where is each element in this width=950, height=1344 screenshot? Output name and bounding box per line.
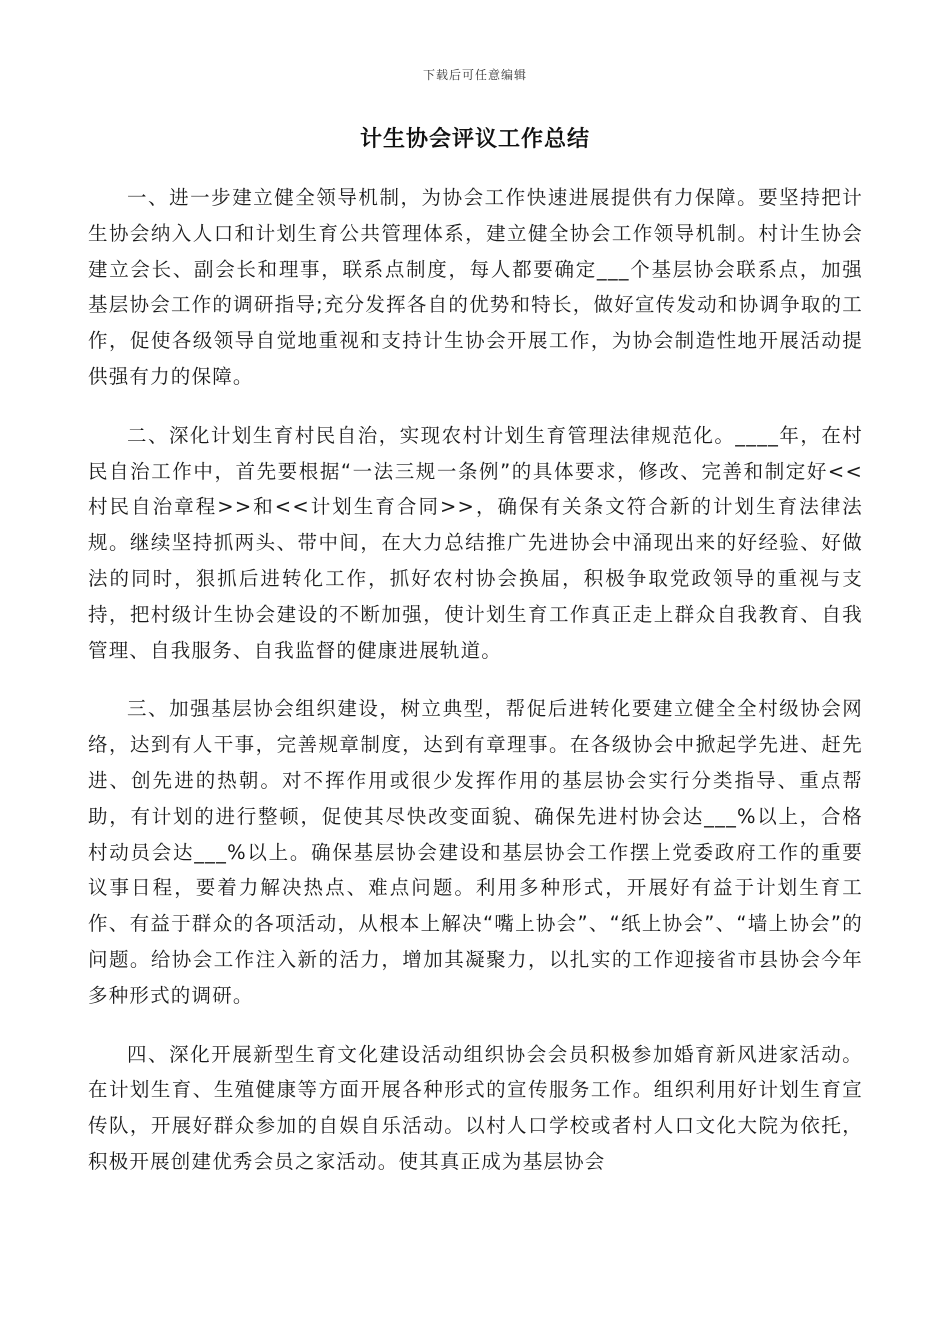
document-body bbox=[88, 180, 863, 1203]
document-title: 计生协会评议工作总结 bbox=[359, 127, 590, 152]
paragraph-2: 二、深化计划生育村民自治，实现农村计划生育管理法律规范化。____年，在村民自治工作中，首先要根据“一法三规一条例”的具体要求，修改、完善和制定好<<村民自治章程>>和<<计划生育合同>>，确保有关条文符合新的计划生育法律法规。继续坚持抓两头、带中间，在大力总结推广先进协会中涌现出来的好经验、好做法的同时，狠抓后进转化工作，抓好农村协会换届，积极争取党政领导的重视与支持，把村级计生协会建设的不断加强，使计划生育工作真正走上群众自我教育、自我管理、自我服务、自我监督的健康进展轨道。 bbox=[88, 423, 863, 662]
paragraph-3: 三、加强基层协会组织建设，树立典型，帮促后进转化要建立健全全村级协会网络，达到有人干事，完善规章制度，达到有章理事。在各级协会中掀起学先进、赶先进、创先进的热朝。对不挥作用或很少发挥作用的基层协会实行分类指导、重点帮助，有计划的进行整顿，促使其尽快改变面貌、确保先进村协会达___%以上，合格村动员会达___%以上。确保基层协会建设和基层协会工作摆上党委政府工作的重要议事日程，要着力解决热点、难点问题。利用多种形式，开展好有益于计划生育工作、有益于群众的各项活动，从根本上解决“嘴上协会”、“纸上协会”、“墙上协会”的问题。给协会工作注入新的活力，增加其凝聚力，以扎实的工作迎接省市县协会今年多种形式的调研。 bbox=[88, 697, 863, 1007]
paragraph-4: 四、深化开展新型生育文化建设活动组织协会会员积极参加婚育新风进家活动。在计划生育、生殖健康等方面开展各种形式的宣传服务工作。组织利用好计划生育宣传队，开展好群众参加的自娱自乐活动。以村人口学校或者村人口文化大院为依托，积极开展创建优秀会员之家活动。使其真正成为基层协会 bbox=[88, 1042, 863, 1173]
paragraph-1: 一、进一步建立健全领导机制，为协会工作快速进展提供有力保障。要坚持把计生协会纳入人口和计划生育公共管理体系，建立健全协会工作领导机制。村计生协会建立会长、副会长和理事，联系点制度，每人都要确定___个基层协会联系点，加强基层协会工作的调研指导;充分发挥各自的优势和特长，做好宣传发动和协调争取的工作，促使各级领导自觉地重视和支持计生协会开展工作，为协会制造性地开展活动提供强有力的保障。 bbox=[88, 186, 863, 388]
header-note: 下载后可任意编辑 bbox=[422, 68, 527, 82]
